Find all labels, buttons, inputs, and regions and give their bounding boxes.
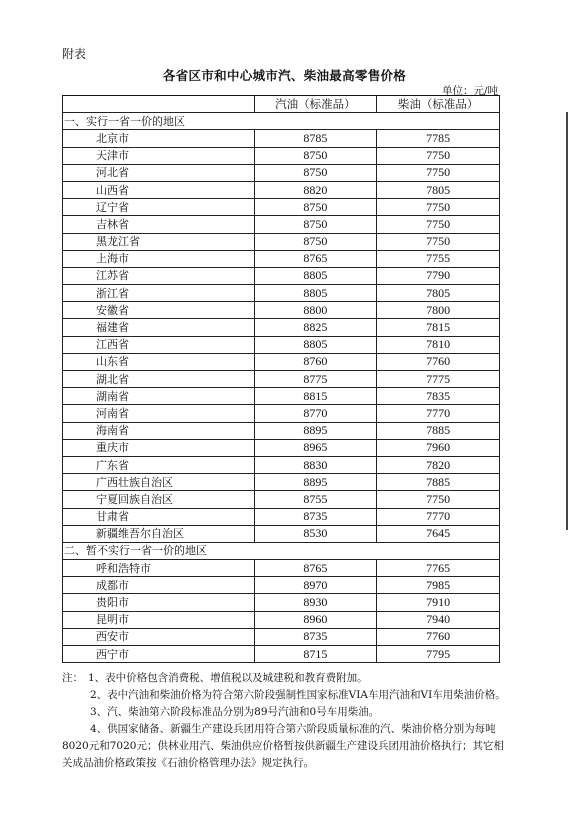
table-header-row	[63, 96, 500, 113]
gasoline-price-cell: 8895	[254, 474, 377, 491]
table-row	[63, 181, 500, 198]
diesel-price-cell: 7910	[377, 594, 500, 611]
section-label: 一、实行一省一价的地区	[63, 113, 500, 130]
region-cell: 河南省	[63, 405, 255, 422]
note-4: 4、供国家储备、新疆生产建设兵团用符合第六阶段质量标准的汽、柴油价格分别为每吨8020元和7020元；供林业用汽、柴油供应价格暂按供新疆生产建设兵团用油价格执行；其它相关成品油价格政策按《石油价格管理办法》规定执行。	[62, 723, 504, 769]
region-cell: 山西省	[63, 181, 255, 198]
table-row	[63, 216, 500, 233]
gasoline-price-cell: 8750	[254, 164, 377, 181]
table-row	[63, 233, 500, 250]
table-row	[63, 267, 500, 284]
header-region	[63, 96, 255, 113]
table-row	[63, 147, 500, 164]
diesel-price-cell: 7750	[377, 216, 500, 233]
diesel-price-cell: 7790	[377, 267, 500, 284]
region-cell: 广西壮族自治区	[63, 474, 255, 491]
gasoline-price-cell: 8805	[254, 285, 377, 302]
diesel-price-cell: 7755	[377, 250, 500, 267]
region-cell: 西安市	[63, 628, 255, 645]
region-cell: 西宁市	[63, 646, 255, 663]
table-row	[63, 199, 500, 216]
region-cell: 天津市	[63, 147, 255, 164]
gasoline-price-cell: 8830	[254, 456, 377, 473]
region-cell: 福建省	[63, 319, 255, 336]
gasoline-price-cell: 8770	[254, 405, 377, 422]
diesel-price-cell: 7750	[377, 199, 500, 216]
diesel-price-cell: 7770	[377, 405, 500, 422]
region-cell: 广东省	[63, 456, 255, 473]
region-cell: 甘肃省	[63, 508, 255, 525]
gasoline-price-cell: 8775	[254, 371, 377, 388]
note-3: 3、汽、柴油第六阶段标准品分别为89号汽油和0号车用柴油。	[90, 706, 380, 718]
gasoline-price-cell: 8970	[254, 577, 377, 594]
gasoline-price-cell: 8930	[254, 594, 377, 611]
region-cell: 河北省	[63, 164, 255, 181]
diesel-price-cell: 7835	[377, 388, 500, 405]
diesel-price-cell: 7760	[377, 628, 500, 645]
table-row	[63, 646, 500, 663]
table-row	[63, 319, 500, 336]
region-cell: 江苏省	[63, 267, 255, 284]
gasoline-price-cell: 8750	[254, 216, 377, 233]
gasoline-price-cell: 8750	[254, 199, 377, 216]
table-row	[63, 405, 500, 422]
table-row	[63, 336, 500, 353]
diesel-price-cell: 7885	[377, 474, 500, 491]
diesel-price-cell: 7750	[377, 147, 500, 164]
document-title: 各省区市和中心城市汽、柴油最高零售价格	[162, 68, 407, 83]
region-cell: 湖北省	[63, 371, 255, 388]
region-cell: 贵阳市	[63, 594, 255, 611]
page-edge-line	[566, 112, 568, 530]
header-diesel: 柴油（标准品）	[377, 96, 500, 113]
table-row	[63, 388, 500, 405]
region-cell: 重庆市	[63, 439, 255, 456]
section-label: 二、暂不实行一省一价的地区	[63, 542, 500, 559]
gasoline-price-cell: 8800	[254, 302, 377, 319]
diesel-price-cell: 7775	[377, 371, 500, 388]
gasoline-price-cell: 8760	[254, 353, 377, 370]
table-row	[63, 439, 500, 456]
table-row	[63, 302, 500, 319]
region-cell: 海南省	[63, 422, 255, 439]
price-table	[62, 95, 500, 663]
table-row	[63, 560, 500, 577]
table-row	[63, 456, 500, 473]
gasoline-price-cell: 8530	[254, 525, 377, 542]
gasoline-price-cell: 8825	[254, 319, 377, 336]
region-cell: 宁夏回族自治区	[63, 491, 255, 508]
note-1	[62, 670, 512, 687]
table-row	[63, 508, 500, 525]
gasoline-price-cell: 8815	[254, 388, 377, 405]
diesel-price-cell: 7760	[377, 353, 500, 370]
region-cell: 新疆维吾尔自治区	[63, 525, 255, 542]
table-row	[63, 525, 500, 542]
table-row	[63, 474, 500, 491]
table-row	[63, 164, 500, 181]
diesel-price-cell: 7750	[377, 164, 500, 181]
diesel-price-cell: 7960	[377, 439, 500, 456]
diesel-price-cell: 7750	[377, 233, 500, 250]
region-cell: 江西省	[63, 336, 255, 353]
header-gasoline: 汽油（标准品）	[254, 96, 377, 113]
diesel-price-cell: 7785	[377, 130, 500, 147]
diesel-price-cell: 7645	[377, 525, 500, 542]
region-cell: 辽宁省	[63, 199, 255, 216]
notes-label: 注：	[62, 672, 83, 684]
gasoline-price-cell: 8805	[254, 267, 377, 284]
gasoline-price-cell: 8735	[254, 508, 377, 525]
table-body	[63, 113, 500, 663]
gasoline-price-cell: 8960	[254, 611, 377, 628]
gasoline-price-cell: 8735	[254, 628, 377, 645]
note-text-1: 1、表中价格包含消费税、增值税以及城建税和教育费附加。	[88, 672, 368, 684]
unit-label: 单位：元/吨	[441, 85, 498, 97]
table-row	[63, 371, 500, 388]
section-row	[63, 113, 500, 130]
region-cell: 北京市	[63, 130, 255, 147]
diesel-price-cell: 7985	[377, 577, 500, 594]
gasoline-price-cell: 8820	[254, 181, 377, 198]
appendix-label: 附表	[62, 47, 87, 61]
gasoline-price-cell: 8765	[254, 250, 377, 267]
gasoline-price-cell: 8755	[254, 491, 377, 508]
table-row	[63, 491, 500, 508]
region-cell: 安徽省	[63, 302, 255, 319]
region-cell: 呼和浩特市	[63, 560, 255, 577]
table-row	[63, 130, 500, 147]
gasoline-price-cell: 8750	[254, 233, 377, 250]
region-cell: 上海市	[63, 250, 255, 267]
table-row	[63, 353, 500, 370]
table-row	[63, 611, 500, 628]
region-cell: 湖南省	[63, 388, 255, 405]
region-cell: 成都市	[63, 577, 255, 594]
gasoline-price-cell: 8895	[254, 422, 377, 439]
diesel-price-cell: 7810	[377, 336, 500, 353]
gasoline-price-cell: 8785	[254, 130, 377, 147]
table-row	[63, 577, 500, 594]
gasoline-price-cell: 8965	[254, 439, 377, 456]
gasoline-price-cell: 8765	[254, 560, 377, 577]
table-row	[63, 250, 500, 267]
section-row	[63, 542, 500, 559]
diesel-price-cell: 7805	[377, 285, 500, 302]
diesel-price-cell: 7805	[377, 181, 500, 198]
table-row	[63, 422, 500, 439]
region-cell: 浙江省	[63, 285, 255, 302]
gasoline-price-cell: 8750	[254, 147, 377, 164]
note-2: 2、表中汽油和柴油价格为符合第六阶段强制性国家标准VIA车用汽油和VI车用柴油价格。	[90, 689, 506, 701]
diesel-price-cell: 7940	[377, 611, 500, 628]
table-row	[63, 628, 500, 645]
region-cell: 昆明市	[63, 611, 255, 628]
diesel-price-cell: 7750	[377, 491, 500, 508]
region-cell: 山东省	[63, 353, 255, 370]
region-cell: 吉林省	[63, 216, 255, 233]
diesel-price-cell: 7885	[377, 422, 500, 439]
gasoline-price-cell: 8805	[254, 336, 377, 353]
diesel-price-cell: 7770	[377, 508, 500, 525]
diesel-price-cell: 7795	[377, 646, 500, 663]
notes-block	[62, 670, 512, 772]
region-cell: 黑龙江省	[63, 233, 255, 250]
table-row	[63, 594, 500, 611]
diesel-price-cell: 7815	[377, 319, 500, 336]
diesel-price-cell: 7800	[377, 302, 500, 319]
gasoline-price-cell: 8715	[254, 646, 377, 663]
diesel-price-cell: 7765	[377, 560, 500, 577]
diesel-price-cell: 7820	[377, 456, 500, 473]
table-row	[63, 285, 500, 302]
